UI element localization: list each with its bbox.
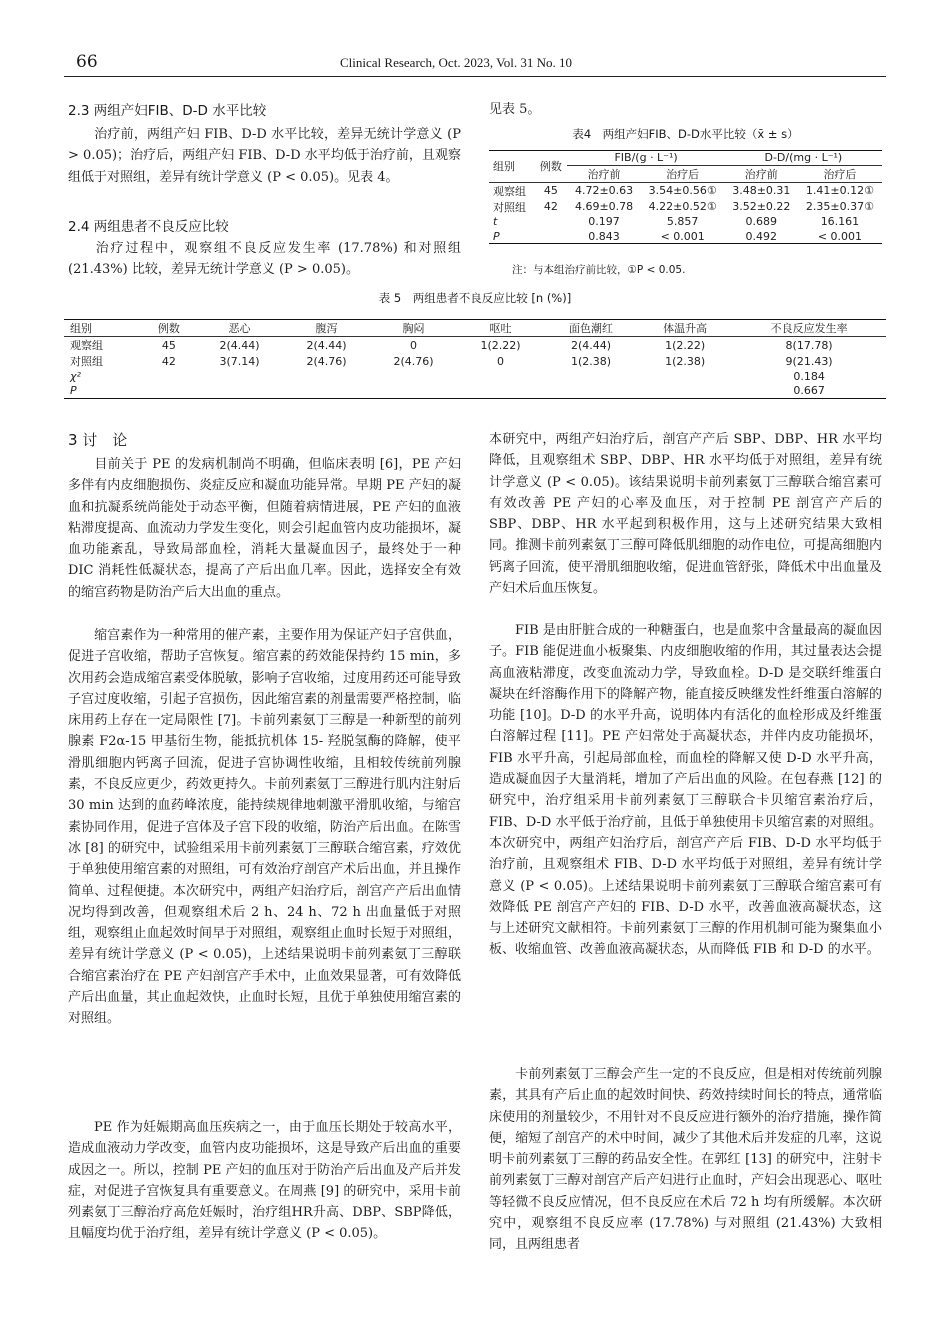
table-cell: 45 (543, 184, 558, 197)
page-number: 66 (76, 52, 98, 72)
table-cell (142, 384, 196, 399)
table-cell: P (493, 229, 500, 243)
table-cell: 1(2.22) (480, 338, 521, 352)
table-cell: 1(2.22) (665, 338, 706, 352)
section-3-title: 3 讨 论 (68, 431, 128, 449)
table-cell (534, 215, 567, 230)
table-cell: 对照组 (70, 355, 103, 368)
table-cell: 对照组 (493, 200, 526, 214)
table-row (489, 229, 882, 244)
section-2-4-title: 2.4 两组患者不良反应比较 (68, 219, 229, 235)
table-cell: 3.54±0.56① (648, 184, 717, 197)
table-row (64, 369, 886, 384)
table-cell (196, 384, 283, 399)
discussion-left-p2: 缩宫素作为一种常用的催产素，主要作用为保证产妇子宫供血，促进子宫收缩，帮助子宫恢复。缩宫素的药效能保持约 15 min，多次用药会造成缩宫素受体脱敏，影响子宫收缩，过度用药还可能导致子宫过度收缩，引起子宫损伤，因此缩宫素的剂量需要严格控制，临床用药上存在一定局限性 [7]。卡前列素氨丁三醇是一种新型的前列腺素 F2α-15 甲基衍生物，能抵抗机体 15- 羟脱氢酶的降解，使平滑肌细胞内钙离子回流，促进子宫协调性收缩，且相较传统前列腺素，不良反应更少，药效更持久。卡前列素氨丁三醇进行肌内注射后 30 min 达到的血药峰浓度，能持续规律地刺激平滑肌收缩，与缩宫素协同作用，促进子宫体及子宫下段的收缩，防治产后出血。在陈雪冰 [8] 的研究中，试验组采用卡前列素氨丁三醇联合缩宫素，疗效优于单独使用缩宫素的对照组，可有效治疗剖宫产术后出血，并且操作简单、过程便捷。本次研究中，两组产妇治疗后，剖宫产产后出血情况均得到改善，但观察组术后 2 h、24 h、72 h 出血量低于对照组，观察组止血起效时间早于对照组，观察组止血时长短于对照组，差异有统计学意义 (P < 0.05)，上述结果说明卡前列素氨丁三醇联合缩宫素治疗在 PE 产妇剖宫产手术中，止血效果显著，可有效降低产后出血量，其止血起效快，止血时长短，且优于单独使用缩宫素的对照组。 (68, 628, 461, 1027)
table-cell: 0 (497, 354, 504, 368)
table-4 (489, 150, 882, 244)
table-cell (370, 369, 457, 384)
table-cell: 42 (543, 200, 558, 213)
table-cell: < 0.001 (660, 229, 705, 243)
table-4-caption: 表4 两组产妇FIB、D-D水平比较（x̄ ± s） (572, 127, 799, 141)
t4-header-n: 例数 (539, 160, 562, 174)
t4-header-fib-before: 治疗前 (587, 167, 621, 181)
table-cell: P (70, 384, 77, 397)
table-cell: 16.161 (820, 215, 860, 229)
table-cell (457, 384, 544, 399)
table-cell: 1.41±0.12① (805, 184, 874, 197)
table-cell (283, 384, 370, 399)
t4-header-fib: FIB/(g · L⁻¹) (567, 151, 724, 166)
table-row (64, 384, 886, 399)
header-rule (64, 76, 886, 77)
table-cell: 1(2.38) (571, 354, 612, 368)
table-row (489, 199, 882, 215)
discussion-right-p3: 卡前列素氨丁三醇会产生一定的不良反应，但是相对传统前列腺素，其具有产后止血的起效时间快、药效持续时间长的特点，通常临床使用的剂量较少，不用针对不良反应进行额外的治疗措施，操作简便，缩短了剖宫产的术中时间，减少了其他术后并发症的几率，这说明卡前列素氨丁三醇的药品安全性。在郭红 [13] 的研究中，注射卡前列素氨丁三醇对剖宫产后产妇进行止血时，产妇会出现恶心、呕吐等轻微不良反应情况，但不良反应在术后 72 h 均有所缓解。本次研究中，观察组不良反应率 (17.78%) 与对照组 (21.43%) 大致相同，且两组患者 (489, 1067, 882, 1253)
table-cell: 2.35±0.37① (805, 200, 874, 213)
table-cell: 2(4.44) (219, 338, 260, 352)
table-header-cell: 体温升高 (663, 322, 708, 335)
table-cell: 3.48±0.31 (732, 184, 791, 197)
table-cell: 0.689 (745, 215, 778, 229)
table-header-cell: 恶心 (228, 322, 251, 335)
section-2-4-body: 治疗过程中，观察组不良反应发生率 (17.78%) 和对照组 (21.43%) 比较，差异无统计学意义 (P > 0.05)。 (68, 241, 461, 278)
table-cell: 4.72±0.63 (574, 184, 634, 197)
table-5 (64, 319, 886, 399)
table-cell: 2(4.76) (393, 354, 434, 368)
table-header-cell: 呕吐 (489, 322, 512, 335)
table-cell: 42 (161, 354, 176, 368)
table-row (64, 353, 886, 369)
table-cell: 8(17.78) (785, 338, 833, 352)
table-cell: 观察组 (70, 339, 103, 352)
table-cell (638, 369, 732, 384)
t4-header-dd: D-D/(mg · L⁻¹) (725, 151, 882, 166)
table-header-cell: 例数 (157, 322, 180, 335)
table-5-caption: 表 5 两组患者不良反应比较 [n (%)] (378, 291, 572, 305)
table-cell: < 0.001 (817, 229, 863, 243)
table-cell: 2(4.44) (306, 338, 347, 352)
t4-header-dd-after: 治疗后 (823, 167, 857, 181)
table-row (64, 337, 886, 354)
table-cell: 4.69±0.78 (574, 200, 634, 213)
table-cell: 0.667 (793, 384, 825, 397)
table-cell: 3.52±0.22 (732, 200, 791, 213)
table-cell (142, 369, 196, 384)
table-header-row (64, 320, 886, 337)
table-cell: 0.197 (588, 215, 620, 229)
table-cell: 4.22±0.52① (648, 200, 717, 213)
table-cell: 0.184 (793, 369, 825, 383)
table-4-note: 注：与本组治疗前比较，①P < 0.05. (512, 264, 686, 276)
table-cell: 9(21.43) (785, 354, 833, 368)
t4-header-group: 组别 (493, 160, 515, 174)
table-cell: 1(2.38) (665, 354, 706, 368)
table-cell (283, 369, 370, 384)
table-cell: 2(4.76) (306, 354, 347, 368)
section-2-3-body: 治疗前，两组产妇 FIB、D-D 水平比较，差异无统计学意义 (P > 0.05)；治疗后，两组产妇 FIB、D-D 水平均低于治疗前，且观察组低于对照组，差异有统计学意义 (P < 0.05)。见表 4。 (68, 127, 461, 185)
section-2-3-title: 2.3 两组产妇FIB、D-D 水平比较 (68, 103, 267, 119)
table-cell (544, 384, 638, 399)
table-cell (196, 369, 283, 384)
discussion-left-p3: PE 作为妊娠期高血压疾病之一，由于血压长期处于较高水平，造成血液动力学改变，血管内皮功能损坏，这是导致产后出血的重要成因之一。所以，控制 PE 产妇的血压对于防治产后出血及产后并发症，对促进子宫恢复具有重要意义。在周燕 [9] 的研究中，采用卡前列素氨丁三醇治疗高危妊娠时，治疗组HR升高、DBP、SBP降低，且幅度均优于治疗组，差异有统计学意义 (P < 0.05)。 (68, 1120, 461, 1242)
t4-header-dd-before: 治疗前 (744, 167, 778, 181)
table-cell (457, 369, 544, 384)
table-row (489, 182, 882, 199)
table-header-cell: 腹泻 (315, 322, 338, 335)
table-cell: 45 (161, 338, 176, 352)
discussion-right-p1: 本研究中，两组产妇治疗后，剖宫产产后 SBP、DBP、HR 水平均降低，且观察组术 SBP、DBP、HR 水平均低于对照组，差异有统计学意义 (P < 0.05)。该结果说明卡前列素氨丁三醇联合缩宫素可有效改善 PE 产妇的心率及血压，对于控制 PE 剖宫产产后的 SBP、DBP、HR 水平起到积极作用，这与上述研究结果大致相同。推测卡前列素氨丁三醇可降低肌细胞的动作电位，可提高细胞内钙离子回流，使平滑肌细胞收缩，促进血管舒张，降低术中出血量及产妇术后血压恢复。 (489, 432, 882, 597)
table-header-cell: 不良反应发生率 (770, 322, 848, 335)
table-cell: 2(4.44) (571, 338, 612, 352)
table-cell: 观察组 (493, 184, 526, 198)
table-cell: 5.857 (666, 215, 699, 229)
t4-header-fib-after: 治疗后 (666, 167, 700, 181)
table-cell: 3(7.14) (219, 354, 260, 368)
table-header-cell: 胸闷 (402, 322, 425, 335)
table-cell (370, 384, 457, 399)
table-cell: 0.492 (745, 229, 778, 243)
journal-header: Clinical Research, Oct. 2023, Vol. 31 No. 10 (340, 55, 573, 70)
table-header-cell: 面色潮红 (569, 322, 614, 335)
see-table-5: 见表 5。 (489, 102, 541, 117)
table-cell: t (493, 215, 498, 229)
table-cell (534, 229, 567, 244)
table-cell (638, 384, 732, 399)
table-cell (544, 369, 638, 384)
table-cell: 0.843 (588, 229, 620, 243)
table-cell: 0 (410, 338, 418, 352)
discussion-right-p2: FIB 是由肝脏合成的一种糖蛋白，也是血浆中含量最高的凝血因子。FIB 能促进血小板聚集、内皮细胞收缩的作用，其过量表达会提高血液粘滞度，改变血流动力学，导致血栓。D-D 是交联纤维蛋白凝块在纤溶酶作用下的降解产物，能直接反映继发性纤维蛋白溶解的功能 [10]。D-D 的水平升高，说明体内有活化的血栓形成及纤维蛋白溶解过程 [11]。PE 产妇常处于高凝状态，并伴内皮功能损坏，FIB 水平升高，引起局部血栓，而血栓的降解又使 D-D 水平升高，造成凝血因子大量消耗，增加了产后出血的风险。在包春燕 [12] 的研究中，治疗组采用卡前列素氨丁三醇联合卡贝缩宫素治疗后，FIB、D-D 水平低于治疗前，且低于单独使用卡贝缩宫素的对照组。本次研究中，两组产妇治疗后，剖宫产产后 FIB、D-D 水平均低于治疗前，且观察组术 FIB、D-D 水平均低于对照组，差异有统计学意义 (P < 0.05)。上述结果说明卡前列素氨丁三醇联合缩宫素可有效降低 PE 剖宫产产妇的 FIB、D-D 水平，改善血液高凝状态，这与上述研究文献相符。卡前列素氨丁三醇的作用机制可能为聚集血小板、收缩血管、改善血液高凝状态，从而降低 FIB 和 D-D 的水平。 (489, 623, 882, 958)
discussion-left-p1: 目前关于 PE 的发病机制尚不明确，但临床表明 [6]，PE 产妇多伴有内皮细胞损伤、炎症反应和凝血功能异常。早期 PE 产妇的凝血和抗凝系统尚能处于动态平衡，但随着病情进展，PE 产妇的血液粘滞度提高、血流动力学发生变化，则会引起血管内皮功能损坏，凝血功能紊乱，导致局部血栓，消耗大量凝血因子，最终处于一种 DIC 消耗性低凝状态，提高了产后出血几率。因此，选择安全有效的缩宫药物是防治产后大出血的重点。 (68, 457, 461, 600)
table-header-cell: 组别 (70, 322, 92, 335)
table-cell: χ² (70, 369, 81, 383)
table-row (489, 215, 882, 230)
